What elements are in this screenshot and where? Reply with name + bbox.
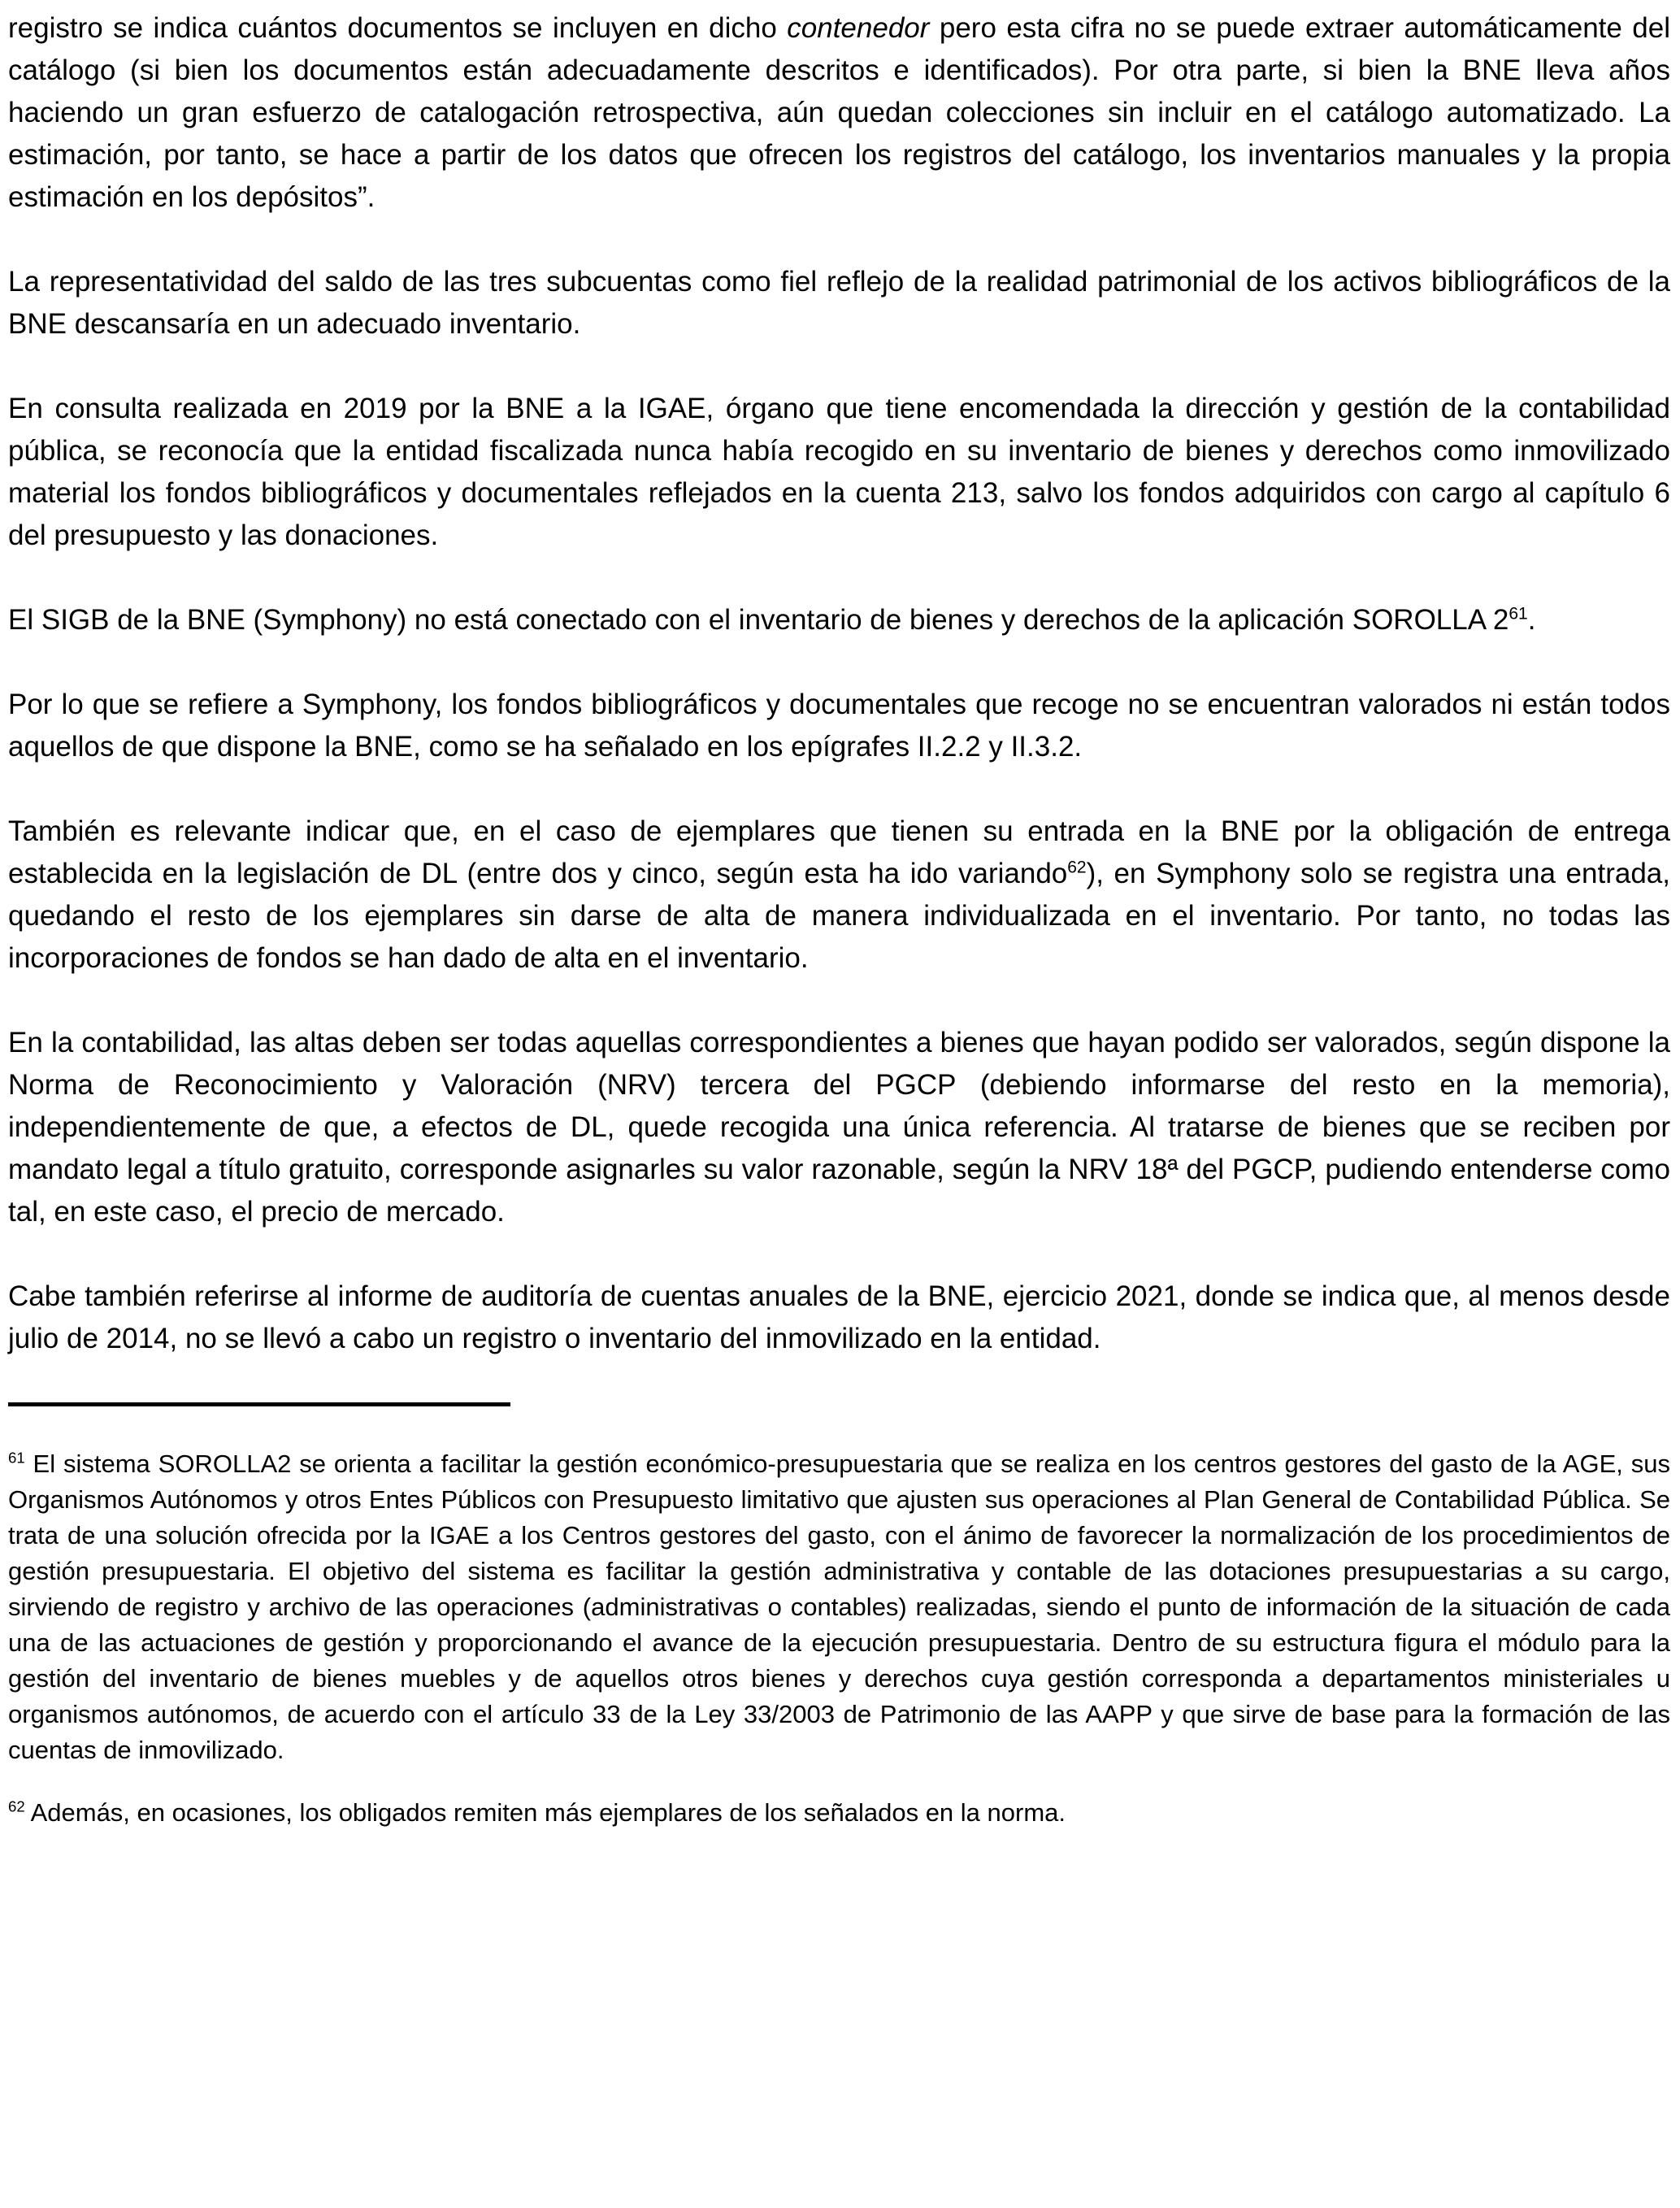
paragraph-2-text: La representatividad del saldo de las tres subcuentas como fiel reflejo de la realidad patrimonial de los activos bibliográficos de la BNE descansaría en un adecuado inventario. xyxy=(8,266,1670,340)
paragraph-3 xyxy=(8,388,1670,557)
paragraph-8-text: Cabe también referirse al informe de auditoría de cuentas anuales de la BNE, ejercicio 2021, donde se indica que, al menos desde julio de 2014, no se llevó a cabo un registro o inventario del inmovilizado en la entidad. xyxy=(8,1280,1670,1354)
body-text xyxy=(8,7,1670,1360)
paragraph-5 xyxy=(8,684,1670,768)
paragraph-5-text: Por lo que se refiere a Symphony, los fondos bibliográficos y documentales que recoge no se encuentran valorados ni están todos aquellos de que dispone la BNE, como se ha señalado en los epígrafes II.2.2 y II.3.2. xyxy=(8,689,1670,763)
footnote-62-marker: 62 xyxy=(8,1797,25,1815)
footnote-61 xyxy=(8,1446,1670,1768)
paragraph-4 xyxy=(8,599,1670,641)
paragraph-6-text: También es relevante indicar que, en el caso de ejemplares que tienen su entrada en la BNE por la obligación de entrega establecida en la legislación de DL (entre dos y cinco, según esta ha ido variando xyxy=(8,815,1670,889)
footnote-62 xyxy=(8,1795,1670,1831)
paragraph-6-text-continued: ), en Symphony solo se registra una entrada, quedando el resto de los ejemplares sin darse de alta de manera individualizada en el inventario. Por tanto, no todas las incorporaciones de fondos se han dado de alta en el inventario. xyxy=(8,858,1670,974)
footnotes-section xyxy=(8,1446,1670,1831)
paragraph-2 xyxy=(8,261,1670,346)
paragraph-3-text: En consulta realizada en 2019 por la BNE a la IGAE, órgano que tiene encomendada la dirección y gestión de la contabilidad pública, se reconocía que la entidad fiscalizada nunca había recogido en su inventario de bienes y derechos como inmovilizado material los fondos bibliográficos y documentales reflejados en la cuenta 213, salvo los fondos adquiridos con cargo al capítulo 6 del presupuesto y las donaciones. xyxy=(8,393,1670,551)
footnote-61-marker: 61 xyxy=(8,1449,25,1467)
paragraph-6 xyxy=(8,811,1670,980)
footnote-ref-61: 61 xyxy=(1509,604,1528,624)
paragraph-4-text: El SIGB de la BNE (Symphony) no está conectado con el inventario de bienes y derechos de la aplicación SOROLLA 2 xyxy=(8,604,1509,636)
footnote-ref-62: 62 xyxy=(1067,858,1087,877)
footnote-61-text: El sistema SOROLLA2 se orienta a facilitar la gestión económico-presupuestaria que se realiza en los centros gestores del gasto de la AGE, sus Organismos Autónomos y otros Entes Públicos con Presupuesto limitativo que ajusten sus operaciones al Plan General de Contabilidad Pública. Se trata de una solución ofrecida por la IGAE a los Centros gestores del gasto, con el ánimo de favorecer la normalización de los procedimientos de gestión presupuestaria. El objetivo del sistema es facilitar la gestión administrativa y contable de las dotaciones presupuestarias a su cargo, sirviendo de registro y archivo de las operaciones (administrativas o contables) realizadas, siendo el punto de información de la situación de cada una de las actuaciones de gestión y proporcionando el avance de la ejecución presupuestaria. Dentro de su estructura figura el módulo para la gestión del inventario de bienes muebles y de aquellos otros bienes y derechos cuya gestión corresponda a departamentos ministeriales u organismos autónomos, de acuerdo con el artículo 33 de la Ley 33/2003 de Patrimonio de las AAPP y que sirve de base para la formación de las cuentas de inmovilizado. xyxy=(8,1450,1670,1764)
footnote-62-text: Además, en ocasiones, los obligados remiten más ejemplares de los señalados en la norma. xyxy=(24,1798,1066,1827)
footnote-separator-rule xyxy=(8,1402,510,1406)
paragraph-1-text: registro se indica cuántos documentos se incluyen en dicho xyxy=(8,12,788,44)
paragraph-7-text: En la contabilidad, las altas deben ser todas aquellas correspondientes a bienes que hayan podido ser valorados, según dispone la Norma de Reconocimiento y Valoración (NRV) tercera del PGCP (debiendo informarse del resto en la memoria), independientemente de que, a efectos de DL, quede recogida una única referencia. Al tratarse de bienes que se reciben por mandato legal a título gratuito, corresponde asignarles su valor razonable, según la NRV 18ª del PGCP, pudiendo entenderse como tal, en este caso, el precio de mercado. xyxy=(8,1027,1670,1228)
paragraph-1-italic-term: contenedor xyxy=(787,12,930,44)
paragraph-8 xyxy=(8,1276,1670,1360)
paragraph-1 xyxy=(8,7,1670,219)
paragraph-1-text-continued: pero esta cifra no se puede extraer automáticamente del catálogo (si bien los documentos están adecuadamente descritos e identificados). Por otra parte, si bien la BNE lleva años haciendo un gran esfuerzo de catalogación retrospectiva, aún quedan colecciones sin incluir en el catálogo automatizado. La estimación, por tanto, se hace a partir de los datos que ofrecen los registros del catálogo, los inventarios manuales y la propia estimación en los depósitos”. xyxy=(8,12,1671,213)
paragraph-4-text-continued: . xyxy=(1527,604,1536,636)
paragraph-7 xyxy=(8,1022,1670,1233)
